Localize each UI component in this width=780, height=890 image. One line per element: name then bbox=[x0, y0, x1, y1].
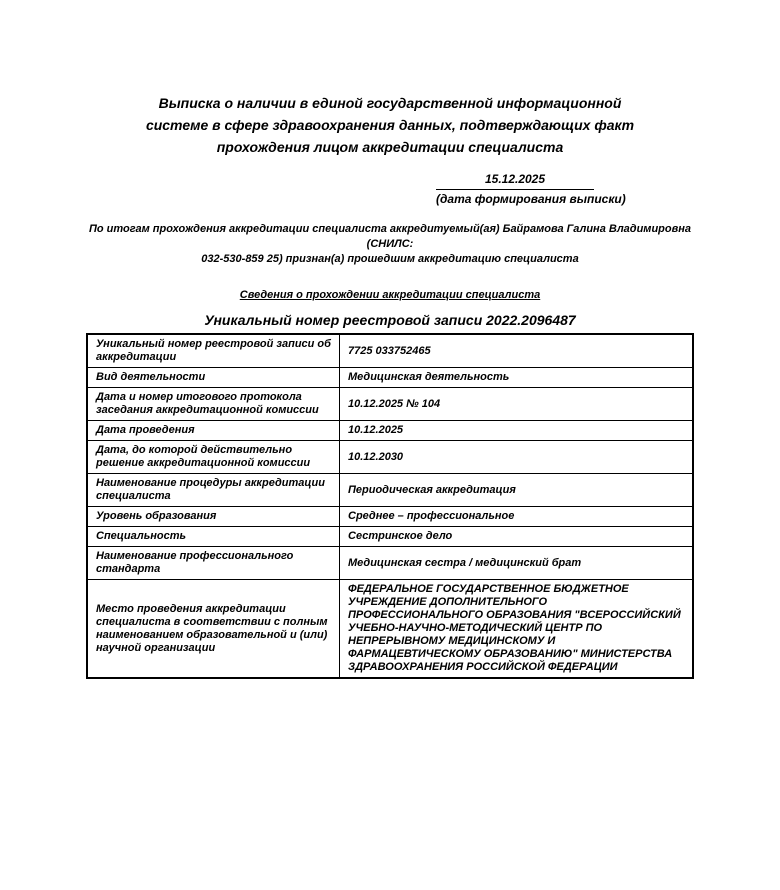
row-value-cell: 7725 033752465 bbox=[340, 334, 694, 368]
section-heading: Сведения о прохождении аккредитации специалиста bbox=[239, 289, 541, 301]
row-label-cell: Уровень образования bbox=[87, 507, 340, 527]
intro-paragraph-line: По итогам прохождения аккредитации специалиста аккредитуемый(ая) Байрамова Галина Владимировна (СНИЛС: bbox=[88, 223, 692, 250]
table-row bbox=[87, 527, 693, 547]
row-label-cell: Наименование профессионального стандарта bbox=[87, 547, 340, 580]
row-value-cell: 10.12.2025 bbox=[340, 421, 694, 441]
row-label-cell: Вид деятельности bbox=[87, 368, 340, 388]
accreditation-table bbox=[86, 333, 694, 679]
row-value-cell: Среднее – профессиональное bbox=[340, 507, 694, 527]
row-value-cell: 10.12.2025 № 104 bbox=[340, 388, 694, 421]
document-title bbox=[70, 92, 710, 158]
row-label-cell: Уникальный номер реестровой записи об аккредитации bbox=[87, 334, 340, 368]
table-row bbox=[87, 368, 693, 388]
table-row bbox=[87, 580, 693, 679]
row-label-cell: Дата и номер итогового протокола заседания аккредитационной комиссии bbox=[87, 388, 340, 421]
document-title-line: прохождения лицом аккредитации специалиста bbox=[216, 139, 564, 155]
row-value-cell: Медицинская сестра / медицинский брат bbox=[340, 547, 694, 580]
table-row bbox=[87, 334, 693, 368]
table-row bbox=[87, 547, 693, 580]
table-row bbox=[87, 507, 693, 527]
document-title-line: системе в сфере здравоохранения данных, подтверждающих факт bbox=[145, 117, 635, 133]
table-row bbox=[87, 474, 693, 507]
row-value-cell: 10.12.2030 bbox=[340, 441, 694, 474]
row-value-cell: Сестринское дело bbox=[340, 527, 694, 547]
row-value-cell: Медицинская деятельность bbox=[340, 368, 694, 388]
issue-date-block bbox=[436, 172, 626, 206]
row-label-cell: Дата, до которой действительно решение аккредитационной комиссии bbox=[87, 441, 340, 474]
table-row bbox=[87, 388, 693, 421]
row-value-cell: Периодическая аккредитация bbox=[340, 474, 694, 507]
intro-paragraph-line: 032-530-859 25) признан(а) прошедшим аккредитацию специалиста bbox=[201, 253, 579, 265]
row-label-cell: Дата проведения bbox=[87, 421, 340, 441]
intro-paragraph bbox=[70, 222, 710, 267]
registry-number-heading: Уникальный номер реестровой записи 2022.2096487 bbox=[204, 312, 576, 328]
document-title-line: Выписка о наличии в единой государственной информационной bbox=[158, 95, 622, 111]
table-row bbox=[87, 421, 693, 441]
row-label-cell: Наименование процедуры аккредитации специалиста bbox=[87, 474, 340, 507]
table-row bbox=[87, 441, 693, 474]
row-label-cell: Специальность bbox=[87, 527, 340, 547]
row-label-cell: Место проведения аккредитации специалиста в соответствии с полным наименованием образовательной и (или) научной организации bbox=[87, 580, 340, 679]
issue-date-caption: (дата формирования выписки) bbox=[436, 192, 626, 206]
row-value-cell: ФЕДЕРАЛЬНОЕ ГОСУДАРСТВЕННОЕ БЮДЖЕТНОЕ УЧРЕЖДЕНИЕ ДОПОЛНИТЕЛЬНОГО ПРОФЕССИОНАЛЬНОГО ОБРАЗОВАНИЯ "ВСЕРОССИЙСКИЙ УЧЕБНО-НАУЧНО-МЕТОДИЧЕСКИЙ ЦЕНТР ПО НЕПРЕРЫВНОМУ МЕДИЦИНСКОМУ И ФАРМАЦЕВТИЧЕСКОМУ ОБРАЗОВАНИЮ" МИНИСТЕРСТВА ЗДРАВООХРАНЕНИЯ РОССИЙСКОЙ ФЕДЕРАЦИИ bbox=[340, 580, 694, 679]
issue-date-value: 15.12.2025 bbox=[436, 172, 594, 190]
